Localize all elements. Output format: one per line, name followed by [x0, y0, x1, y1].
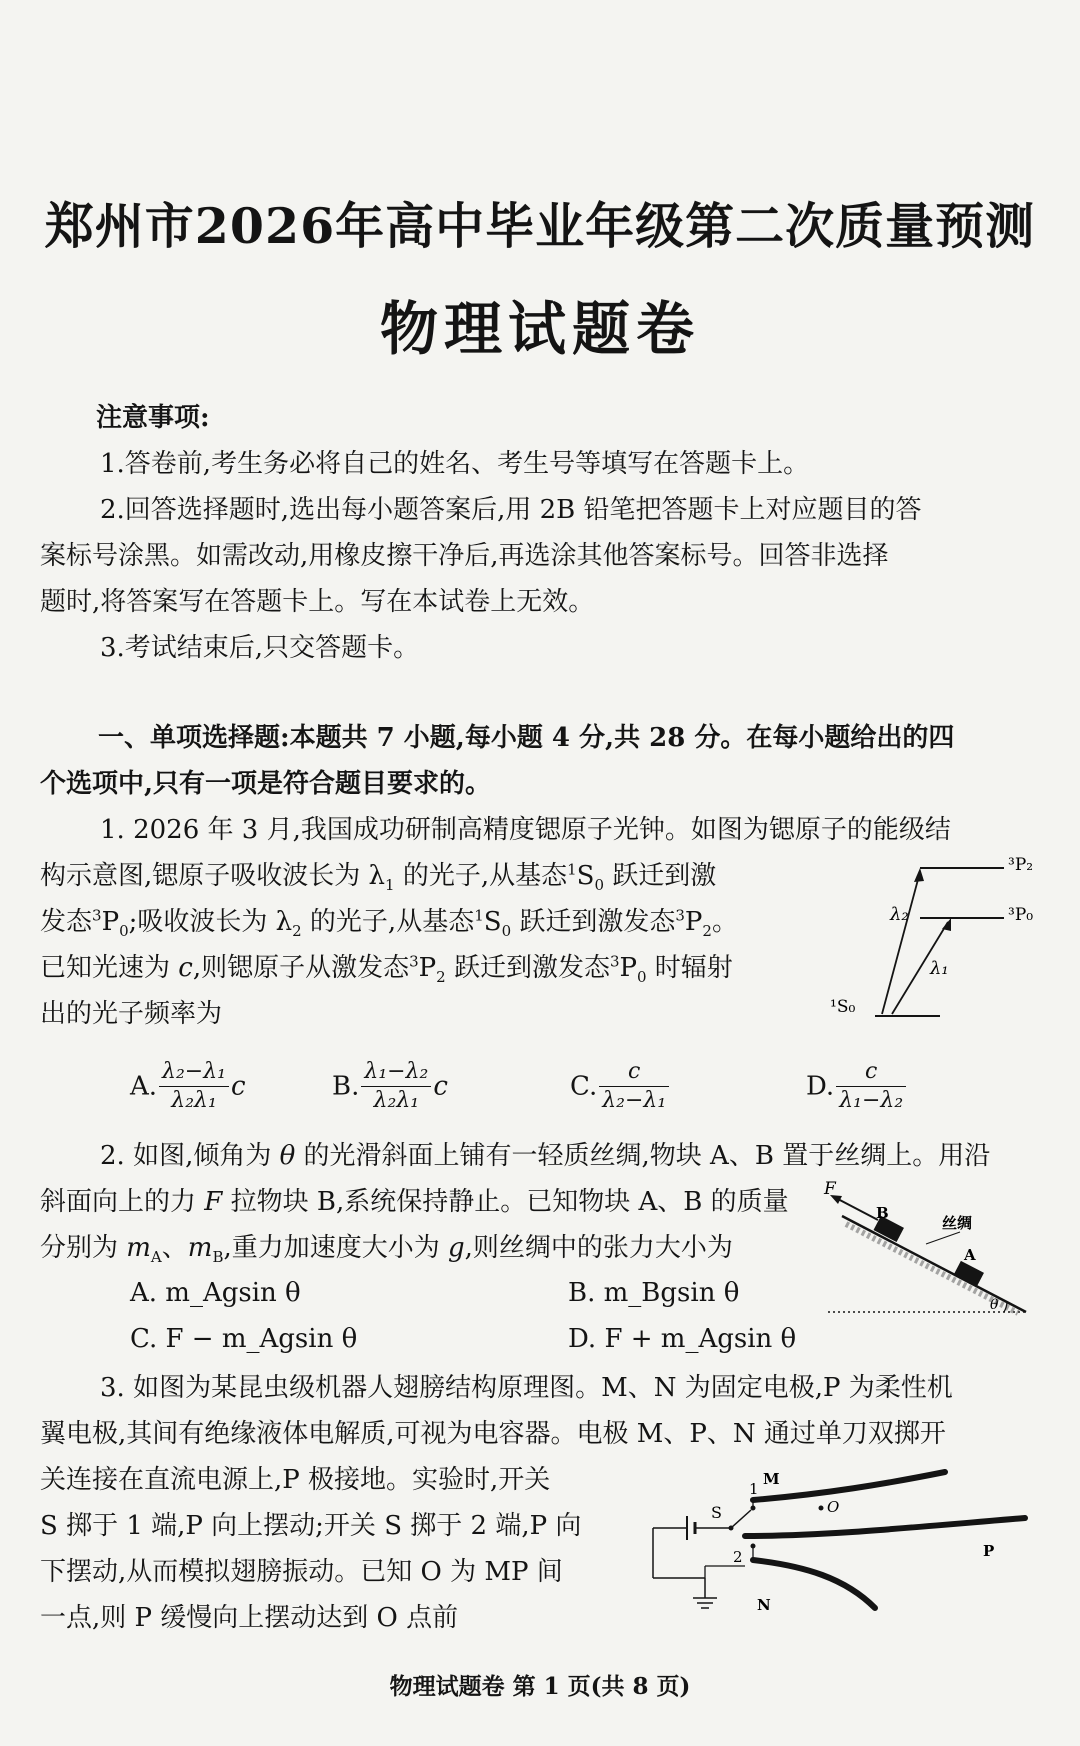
label-p: P [983, 1542, 995, 1560]
notice-item-2-line-3: 题时,将答案写在答题卡上。写在本试卷上无效。 [40, 587, 595, 617]
q3-wing-circuit-diagram [645, 1466, 1030, 1626]
notice-item-2-line-2: 案标号涂黑。如需改动,用橡皮擦干净后,再选涂其他答案标号。回答非选择 [40, 541, 889, 571]
electrode-p [745, 1518, 1025, 1536]
electrode-m [753, 1472, 945, 1500]
arrow-lambda2 [882, 872, 920, 1014]
q3-line-6: 一点,则 P 缓慢向上摆动达到 O 点前 [40, 1603, 459, 1633]
switch-blade [731, 1510, 751, 1528]
q1-line-1: 1. 2026 年 3 月,我国成功研制高精度锶原子光钟。如图为锶原子的能级结 [100, 815, 951, 845]
q3-line-2: 翼电极,其间有绝缘液体电解质,可视为电容器。电极 M、P、N 通过单刀双掷开 [40, 1419, 946, 1449]
section1-heading-line-2: 个选项中,只有一项是符合题目要求的。 [40, 769, 492, 799]
label-block-b: B [876, 1204, 889, 1222]
q3-line-5: 下摆动,从而模拟翅膀振动。已知 O 为 MP 间 [40, 1557, 563, 1587]
label-terminal-2: 2 [733, 1548, 743, 1566]
q2-line-1: 2. 如图,倾角为 θ 的光滑斜面上铺有一轻质丝绸,物块 A、B 置于丝绸上。用沿 [100, 1141, 991, 1171]
q3-line-1: 3. 如图为某昆虫级机器人翅膀结构原理图。M、N 为固定电极,P 为柔性机 [100, 1373, 953, 1403]
label-3p2: ³P₂ [1008, 855, 1034, 875]
paper-title: 物理试题卷 [379, 295, 700, 363]
q2-option-c[interactable]: C. F − m_Agsin θ [130, 1324, 358, 1354]
label-1s0: ¹S₀ [830, 997, 856, 1017]
q1-line-5: 出的光子频率为 [40, 999, 223, 1029]
page-footer: 物理试题卷 第 1 页(共 8 页) [389, 1673, 691, 1700]
q1-line-3: 发态$^3P_0$;吸收波长为 $\lambda_2$ 的光子,从基态$^1S_0$ 跃迁到激发态$^3P_2$。 [40, 906, 738, 941]
notice-heading: 注意事项: [96, 403, 210, 433]
notice-item-3: 3.考试结束后,只交答题卡。 [100, 633, 420, 663]
arrow-lambda2-head [914, 868, 924, 882]
angle-arc [1004, 1302, 1007, 1312]
label-silk: 丝绸 [942, 1214, 973, 1232]
notice-item-2-line-1: 2.回答选择题时,选出每小题答案后,用 2B 铅笔把答题卡上对应题目的答 [100, 495, 922, 525]
q1-option-d[interactable]: D. $\frac{c}{\text{λ₁−λ₂}}$ [806, 1060, 908, 1113]
q2-option-b[interactable]: B. m_Bgsin θ [568, 1278, 740, 1308]
label-o: O [827, 1498, 840, 1516]
q3-line-4: S 掷于 1 端,P 向上摆动;开关 S 掷于 2 端,P 向 [40, 1511, 582, 1541]
label-lambda1: λ₁ [930, 958, 949, 979]
section1-heading-line-1: 一、单项选择题:本题共 7 小题,每小题 4 分,共 28 分。在每小题给出的四 [98, 723, 955, 753]
q2-incline-diagram [818, 1180, 1040, 1332]
q1-line-4: 已知光速为 c,则锶原子从激发态$^3P_2$ 跃迁到激发态$^3P_0$ 时辐射 [40, 952, 733, 987]
point-o [819, 1506, 824, 1511]
notice-item-1: 1.答卷前,考生务必将自己的姓名、考生号等填写在答题卡上。 [100, 449, 810, 479]
label-n: N [757, 1596, 771, 1614]
silk-leader-line [926, 1232, 960, 1244]
q2-option-d[interactable]: D. F + m_Agsin θ [568, 1324, 797, 1354]
label-switch: S [711, 1503, 722, 1522]
q2-option-a[interactable]: A. m_Agsin θ [130, 1278, 301, 1308]
q1-energy-level-diagram [820, 848, 1040, 1030]
q1-option-b[interactable]: B. $\frac{\text{λ₁−λ₂}}{\text{λ₂λ₁}}$ c [332, 1059, 448, 1113]
q3-line-3: 关连接在直流电源上,P 极接地。实验时,开关 [40, 1465, 551, 1495]
label-force: F [824, 1180, 836, 1199]
q1-option-c[interactable]: C. $\frac{c}{\text{λ₂−λ₁}}$ [570, 1060, 671, 1113]
q1-line-2: 构示意图,锶原子吸收波长为 $\lambda_1$ 的光子,从基态$^1S_0$ 跃迁到激 [40, 860, 717, 895]
electrode-n [753, 1560, 875, 1608]
q2-line-2: 斜面向上的力 F 拉物块 B,系统保持静止。已知物块 A、B 的质量 [40, 1187, 789, 1217]
q2-line-3: 分别为 $m_A$、$m_B$,重力加速度大小为 g,则丝绸中的张力大小为 [40, 1233, 733, 1267]
q1-option-a[interactable]: A. $\frac{\text{λ₂−λ₁}}{\text{λ₂λ₁}}$ c [130, 1059, 246, 1113]
arrow-lambda1-head [942, 918, 951, 931]
label-m: M [763, 1470, 780, 1488]
label-block-a: A [964, 1246, 976, 1264]
exam-title: 郑州市2026年高中毕业年级第二次质量预测 [44, 197, 1036, 255]
label-angle: θ [990, 1297, 999, 1313]
label-lambda2: λ₂ [890, 904, 909, 925]
label-terminal-1: 1 [749, 1480, 759, 1498]
label-3p0: ³P₀ [1008, 905, 1034, 925]
